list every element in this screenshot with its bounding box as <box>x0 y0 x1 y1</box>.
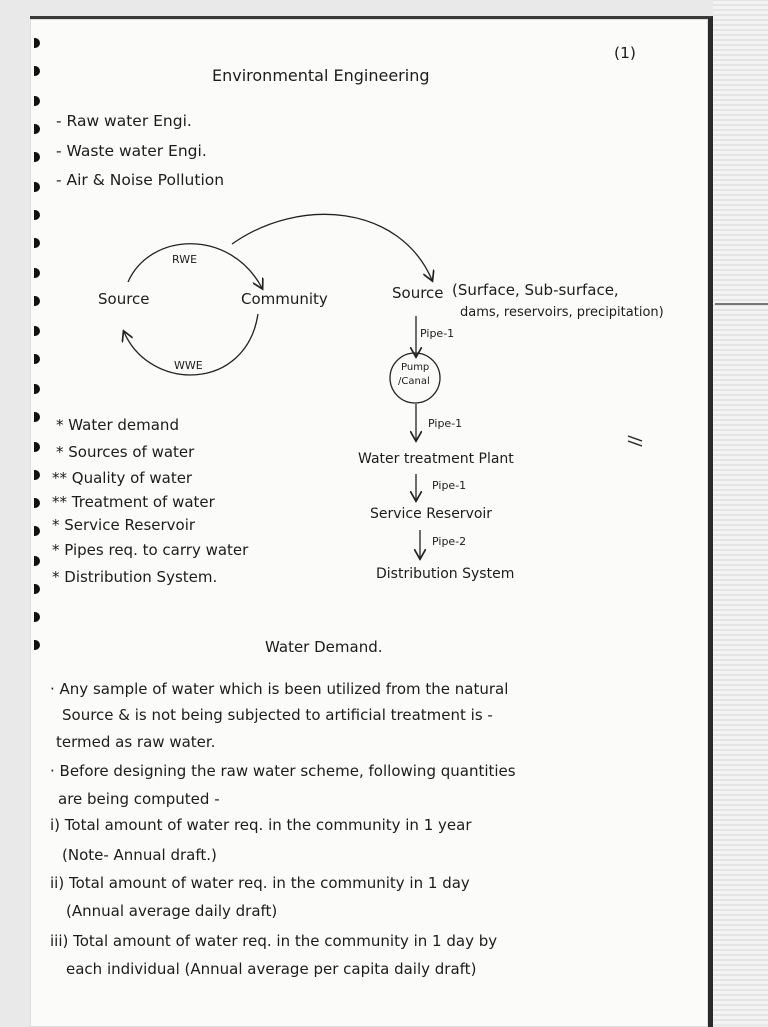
pump-label: Pump <box>401 362 430 373</box>
pump-label: /Canal <box>398 376 430 387</box>
topic-item: * Pipes req. to carry water <box>52 541 249 559</box>
body-line: are being computed - <box>58 790 220 808</box>
topic-item: * Distribution System. <box>52 568 218 586</box>
page-number: (1) <box>614 44 636 62</box>
topic-item: * Service Reservoir <box>52 516 196 534</box>
service-reservoir-label: Service Reservoir <box>370 506 493 522</box>
topic-item: * Water demand <box>56 416 179 434</box>
rwe-label: RWE <box>172 253 198 266</box>
body-line: · Before designing the raw water scheme, following quantities <box>50 762 516 780</box>
cycle-source-label: Source <box>98 290 150 308</box>
cycle-community-label: Community <box>241 290 328 308</box>
body-line: Source & is not being subjected to artificial treatment is - <box>62 706 493 724</box>
wwe-label: WWE <box>174 359 203 372</box>
page-title: Environmental Engineering <box>212 66 430 85</box>
topic-item: * Sources of water <box>56 443 195 461</box>
pipe-label: Pipe-1 <box>432 479 467 492</box>
source-types-note: dams, reservoirs, precipitation) <box>460 305 664 320</box>
body-line: each individual (Annual average per capita daily draft) <box>66 960 477 978</box>
source-types-note: (Surface, Sub-surface, <box>452 281 619 299</box>
body-line: iii) Total amount of water req. in the community in 1 day by <box>50 932 498 950</box>
body-line: · Any sample of water which is been utilized from the natural <box>50 680 509 698</box>
distribution-system-label: Distribution System <box>376 566 515 582</box>
community-to-source-arrow <box>232 214 432 280</box>
pipe-label: Pipe-2 <box>432 535 467 548</box>
body-line: ii) Total amount of water req. in the community in 1 day <box>50 874 470 892</box>
pipe-label: Pipe-1 <box>428 417 463 430</box>
treatment-plant-label: Water treatment Plant <box>358 451 514 467</box>
pipe-label: Pipe-1 <box>420 327 455 340</box>
branch-item: - Waste water Engi. <box>56 142 207 160</box>
section-heading: Water Demand. <box>265 638 383 656</box>
body-line: termed as raw water. <box>56 733 216 751</box>
branch-item: - Raw water Engi. <box>56 112 192 130</box>
body-line: i) Total amount of water req. in the community in 1 year <box>50 816 472 834</box>
topic-item: ** Treatment of water <box>52 493 215 511</box>
topic-item: ** Quality of water <box>52 469 193 487</box>
body-line: (Note- Annual draft.) <box>62 846 217 864</box>
flow-source-label: Source <box>392 284 444 302</box>
body-line: (Annual average daily draft) <box>66 902 278 920</box>
branch-item: - Air & Noise Pollution <box>56 171 225 189</box>
